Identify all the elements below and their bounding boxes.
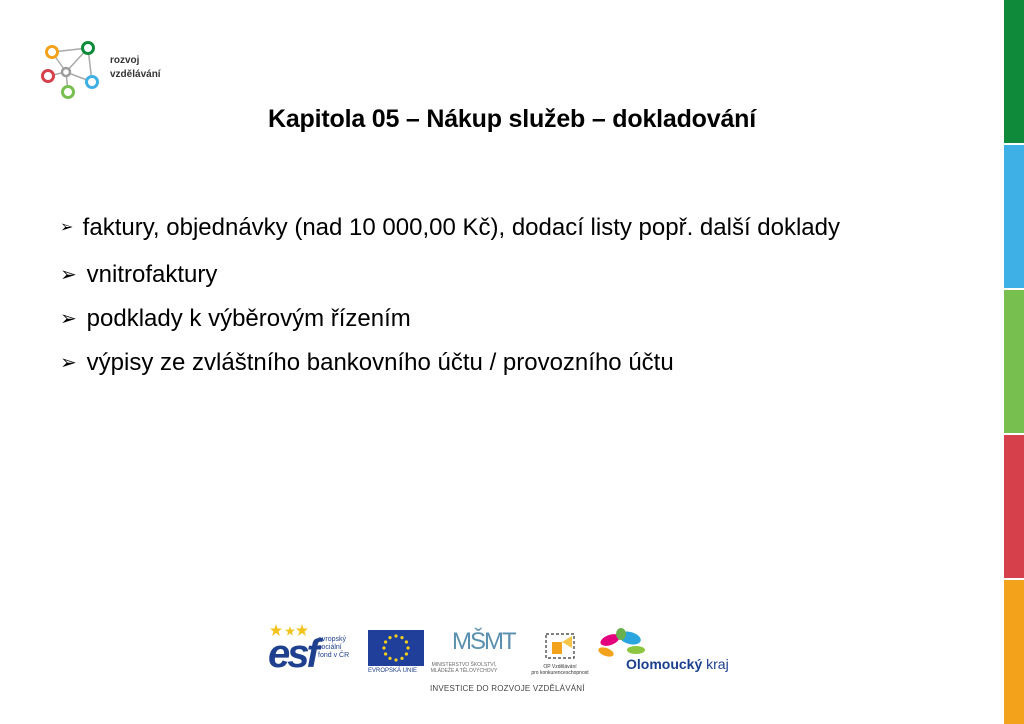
list-item-text: výpisy ze zvláštního bankovního účtu / provozního účtu bbox=[86, 349, 674, 376]
op-mark-icon bbox=[530, 630, 590, 664]
list-item bbox=[60, 341, 964, 385]
esf-logo bbox=[268, 630, 364, 676]
stripe-red bbox=[1004, 435, 1024, 578]
msmt-label-line-2: MLÁDEŽE A TĚLOVÝCHOVY bbox=[430, 668, 498, 674]
footer-logos bbox=[268, 626, 758, 700]
logo-line-2: vzdělávání bbox=[110, 69, 161, 80]
list-item bbox=[60, 297, 964, 341]
stripe-blue bbox=[1004, 145, 1024, 288]
arrow-bullet-icon: ➢ bbox=[60, 352, 77, 374]
stripe-orange bbox=[1004, 580, 1024, 724]
msmt-label-line-1: MINISTERSTVO ŠKOLSTVÍ, bbox=[431, 662, 497, 668]
arrow-bullet-icon: ➢ bbox=[60, 264, 77, 286]
op-label bbox=[530, 664, 590, 676]
list-item-text: podklady k výběrovým řízením bbox=[86, 305, 411, 332]
stripe-light-green bbox=[1004, 290, 1024, 433]
op-label-line-2: pro konkurenceschopnost bbox=[531, 670, 589, 676]
page-title: Kapitola 05 – Nákup služeb – dokladování bbox=[268, 105, 756, 133]
olom-kraj: kraj bbox=[706, 656, 729, 672]
list-item bbox=[60, 253, 964, 297]
esf-text-line-1: evropský bbox=[318, 636, 347, 643]
op-label-line-1: OP Vzdělávání bbox=[543, 664, 577, 670]
msmt-mark: MŠMT bbox=[452, 628, 515, 655]
flower-icon bbox=[596, 628, 646, 658]
msmt-label bbox=[428, 662, 500, 674]
olomoucky-kraj-logo bbox=[596, 628, 758, 678]
list-item-text: vnitrofaktury bbox=[86, 261, 218, 288]
network-logo-icon bbox=[40, 40, 106, 104]
investice-tagline: INVESTICE DO ROZVOJE VZDĚLÁVÁNÍ bbox=[430, 684, 585, 693]
list-item bbox=[60, 206, 964, 249]
esf-text bbox=[318, 636, 349, 660]
op-vzdelavani-logo bbox=[530, 630, 590, 678]
list-item-text: faktury, objednávky (nad 10 000,00 Kč), dodací listy popř. další doklady bbox=[82, 214, 840, 241]
rozvoj-vzdelavani-logo bbox=[40, 40, 180, 104]
eu-flag-icon bbox=[368, 630, 424, 666]
esf-mark: esf bbox=[268, 632, 317, 676]
eu-label: EVROPSKÁ UNIE bbox=[368, 668, 418, 674]
msmt-logo bbox=[428, 628, 515, 676]
olom-name: Olomoucký bbox=[626, 656, 703, 672]
olomoucky-kraj-text bbox=[626, 656, 729, 672]
logo-line-1: rozvoj bbox=[110, 55, 140, 66]
arrow-bullet-icon: ➢ bbox=[60, 219, 74, 236]
logo-text bbox=[110, 54, 161, 82]
esf-text-line-2: sociální bbox=[318, 644, 342, 651]
bullet-list bbox=[60, 206, 964, 385]
arrow-bullet-icon: ➢ bbox=[60, 308, 77, 330]
esf-text-line-3: fond v ČR bbox=[318, 652, 350, 659]
